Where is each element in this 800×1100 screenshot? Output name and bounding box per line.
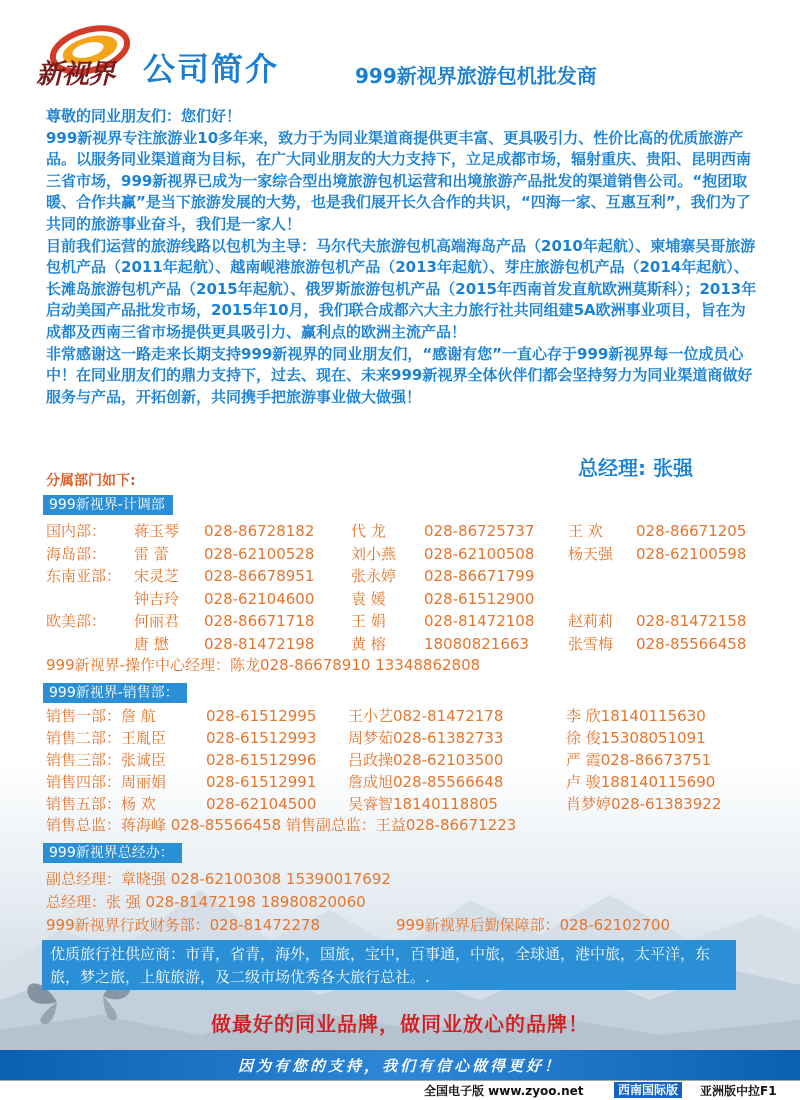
general-manager-label: 总经理: 张强 <box>578 456 693 480</box>
edition-badge: 西南国际版 <box>614 1082 682 1098</box>
contact-phone: 028-86678951 <box>204 567 315 585</box>
section-header-sales: 999新视界-销售部： <box>43 683 187 703</box>
contact-name: 钟吉玲 <box>134 589 180 608</box>
page-title: 公司简介 <box>143 50 280 88</box>
contact-entry: 王小艺082-81472178 <box>348 707 504 725</box>
contact-phone: 028-81472198 <box>204 634 315 653</box>
intro-paragraph: 非常感谢这一路走来长期支持999新视界的同业朋友们，“感谢有您”一直心存于999新视界每一位成员心中！在同业朋友们的鼎力支持下，过去、现在、未来999新视界全体伙伴们都会坚持努力为同业渠道商做好服务与产品，开拓创新，共同携手把旅游事业做大做强！ <box>46 344 753 406</box>
contact-phone: 028-81472108 <box>424 612 535 630</box>
intro-paragraph: 目前我们运营的旅游线路以包机为主导：马尔代夫旅游包机高端海岛产品（2010年起航）、柬埔寨吴哥旅游包机产品（2011年起航）、越南岘港旅游包机产品（2013年起航）、芽庄旅游包机产品（2014年起航）、长滩岛旅游包机产品（2015年起航）、俄罗斯旅游包机产品（2015年西南首发直航欧洲莫斯科）；2013年启动美国产品批发市场，2015年10月，我们联合成都六大主力旅行社共同组建5A欧洲事业项目，旨在为成都及西南三省市场提供更具吸引力、赢利点的欧洲主流产品！ <box>46 236 757 341</box>
contact-entry: 詹成旭028-85566648 <box>348 773 504 791</box>
contact-row: 总经理：张 强 028-81472198 18980820060 <box>46 893 366 911</box>
contact-name: 雷 蕾 <box>134 544 169 563</box>
contact-phone: 028-86671205 <box>636 522 747 540</box>
department-label: 欧美部： <box>46 612 107 630</box>
contact-name: 宋灵芝 <box>134 567 180 585</box>
contact-entry: 卢 骏188140115690 <box>566 773 716 791</box>
contact-entry: 李 欣18140115630 <box>566 707 706 725</box>
contact-name: 张雪梅 <box>568 634 614 653</box>
section-header-planning: 999新视界-计调部 <box>43 495 173 515</box>
sales-department-contact: 销售四部：周丽娟 <box>46 773 167 791</box>
contact-name: 袁 媛 <box>351 589 386 608</box>
contact-name: 唐 懋 <box>134 634 169 653</box>
contact-phone: 028-62100598 <box>636 544 747 563</box>
contact-name: 代 龙 <box>351 522 386 540</box>
departments-title: 分属部门如下: <box>46 473 136 489</box>
contact-phone: 028-86671799 <box>424 567 535 585</box>
contact-name: 黄 榕 <box>351 634 386 653</box>
contact-row: 副总经理：章晓强 028-62100308 15390017692 <box>46 870 391 888</box>
page-subtitle: 999新视界旅游包机批发商 <box>355 64 597 88</box>
contact-phone: 028-61512900 <box>424 589 535 608</box>
contact-phone: 028-62100508 <box>424 544 535 563</box>
slogan: 做最好的同业品牌，做同业放心的品牌！ <box>211 1012 589 1036</box>
admin-finance-contact: 999新视界行政财务部：028-81472278 <box>46 916 321 934</box>
sales-department-contact: 销售五部：杨 欢 <box>46 795 156 813</box>
contact-phone: 028-86671718 <box>204 612 315 630</box>
department-label: 海岛部： <box>46 544 107 563</box>
contact-phone: 028-62100528 <box>204 544 315 563</box>
contact-phone: 028-85566458 <box>636 634 747 653</box>
contact-name: 杨天强 <box>568 544 614 563</box>
contact-entry: 028-61512993 <box>206 729 317 747</box>
contact-entry: 周梦茹028-61382733 <box>348 729 504 747</box>
contact-entry: 吴睿智18140118805 <box>348 795 498 813</box>
company-introduction <box>46 106 758 408</box>
contact-entry: 028-61512991 <box>206 773 317 791</box>
intro-greeting: 尊敬的同业朋友们：您们好！ <box>46 107 242 125</box>
intro-paragraph: 999新视界专注旅游业10多年来，致力于为同业渠道商提供更丰富、更具吸引力、性价比高的优质旅游产品。以服务同业渠道商为目标，在广大同业朋友的大力支持下，立足成都市场，辐射重庆、贵阳、昆明西南三省市场，999新视界已成为一家综合型出境旅游包机运营和出境旅游产品批发的渠道销售公司。“抱团取暖、合作共赢”是当下旅游发展的大势，也是我们展开长久合作的共识，“四海一家、互惠互利”，我们为了共同的旅游事业奋斗，我们是一家人！ <box>46 128 752 233</box>
section-header-gm-office: 999新视界总经办： <box>43 843 182 863</box>
footer-tagline: 因为有您的支持，我们有信心做得更好！ <box>237 1057 562 1075</box>
contact-entry: 肖梦婷028-61383922 <box>566 795 722 813</box>
contact-entry: 028-61512996 <box>206 751 317 769</box>
department-label: 东南亚部： <box>46 567 122 585</box>
contact-entry: 严 霞028-86673751 <box>566 751 712 769</box>
contact-name: 张永婷 <box>351 567 397 585</box>
logo-text: 新视界 <box>36 59 114 90</box>
contact-entry: 吕政操028-62103500 <box>348 751 504 769</box>
contact-phone: 028-86728182 <box>204 522 315 540</box>
sales-department-contact: 销售三部：张诚臣 <box>46 751 167 769</box>
contact-entry: 028-62104500 <box>206 795 317 813</box>
contact-phone: 028-62104600 <box>204 589 315 608</box>
supplier-box: 优质旅行社供应商：市青，省青，海外，国旅，宝中，百事通，中旅，全球通，港中旅，太平洋，东旅，梦之旅，上航旅游，及二级市场优秀各大旅行总社。. <box>42 940 736 990</box>
edition-page: 亚洲版中拉F1 <box>700 1084 777 1098</box>
department-label: 国内部： <box>46 522 107 540</box>
edition-label: 全国电子版 www.zyoo.net <box>424 1084 584 1098</box>
sales-director-line: 销售总监：蒋海峰 028-85566458 销售副总监：王益028-86671223 <box>46 816 517 834</box>
contact-entry: 028-61512995 <box>206 707 317 725</box>
contact-phone: 028-86725737 <box>424 522 535 540</box>
contact-name: 何丽君 <box>134 612 180 630</box>
contact-name: 王 欢 <box>568 522 603 540</box>
contact-name: 赵莉莉 <box>568 612 614 630</box>
contact-name: 刘小燕 <box>351 544 397 563</box>
sales-department-contact: 销售一部：詹 航 <box>46 707 156 725</box>
logistics-contact: 999新视界后勤保障部：028-62102700 <box>396 916 671 934</box>
ops-manager-line: 999新视界-操作中心经理：陈龙028-86678910 13348862808 <box>46 656 481 674</box>
contact-phone: 028-81472158 <box>636 612 747 630</box>
sales-department-contact: 销售二部：王胤臣 <box>46 729 167 747</box>
contact-entry: 徐 俊15308051091 <box>566 729 706 747</box>
contact-name: 王 娟 <box>351 612 386 630</box>
contact-phone: 18080821663 <box>424 634 529 653</box>
contact-name: 蒋玉琴 <box>134 522 180 540</box>
